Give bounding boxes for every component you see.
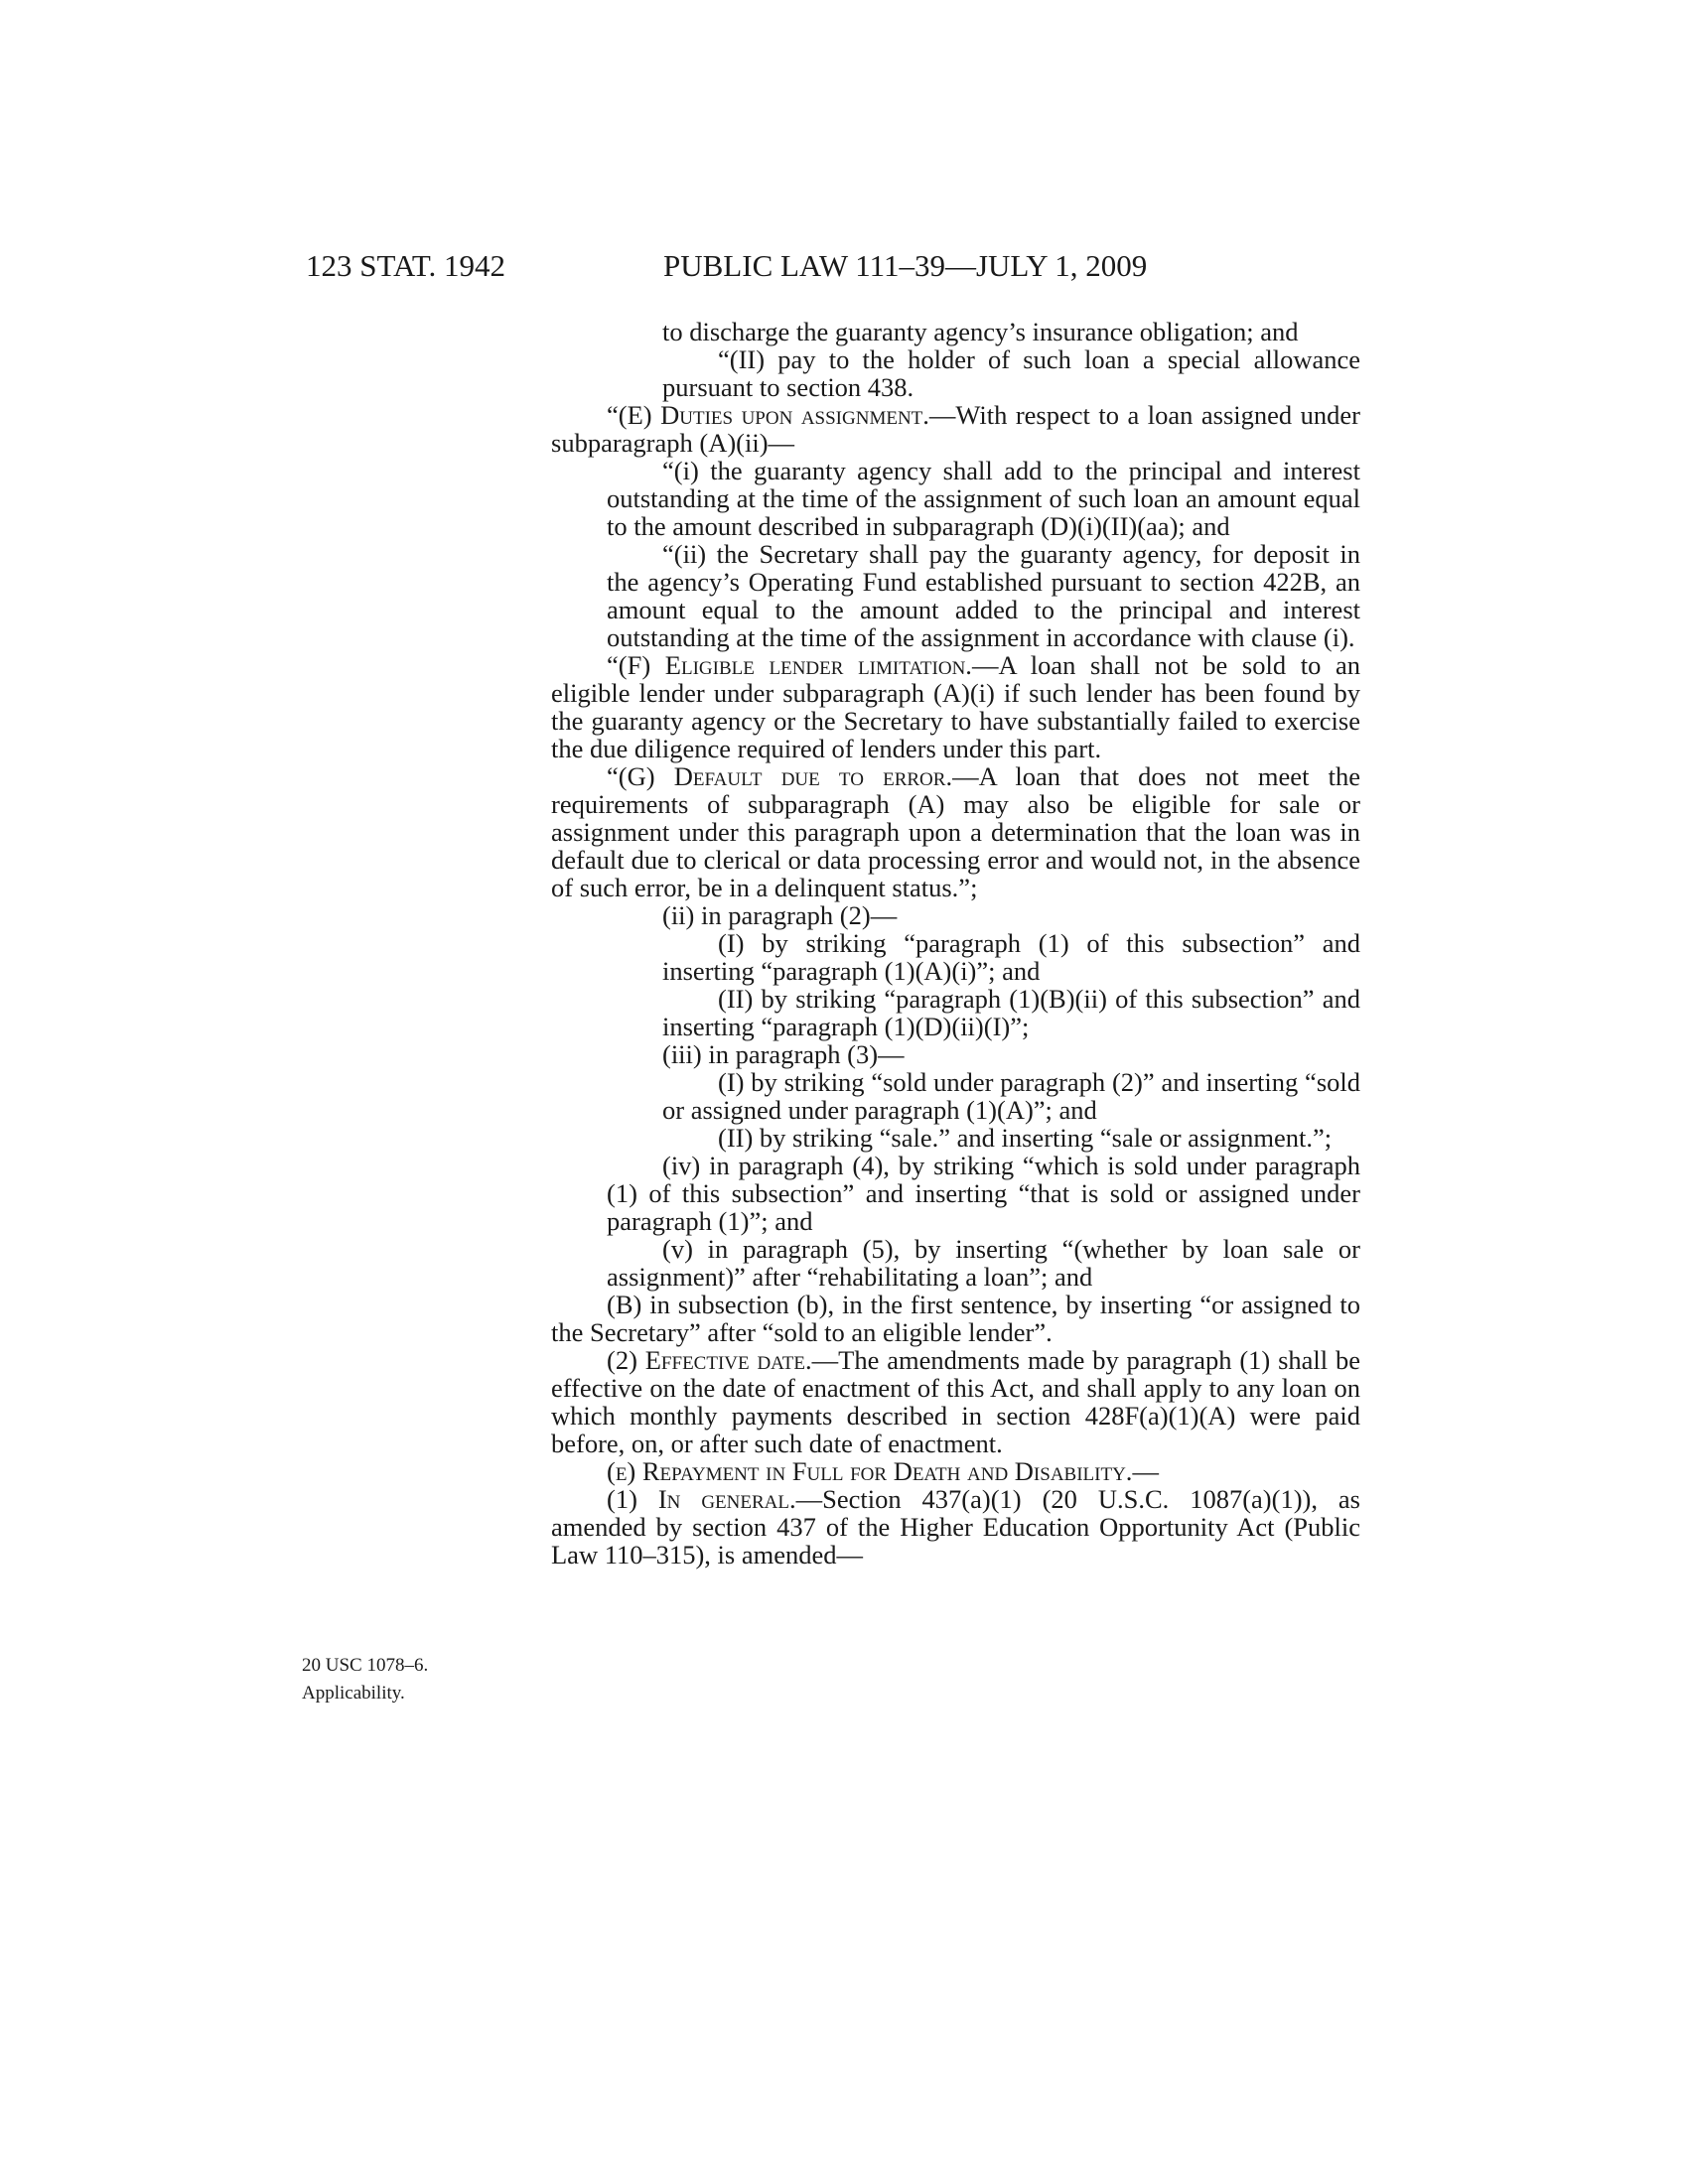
margin-note-citation: 20 USC 1078–6. [302,1655,429,1676]
paragraph: (iv) in paragraph (4), by striking “which is sold under paragraph (1) of this subsection” and inserting “that is sold or assigned under paragraph (1)”; and [607,1151,1360,1236]
paragraph: (ii) in paragraph (2)— [662,900,898,930]
paragraph: “(G) Default due to error.—A loan that does not meet the requirements of subparagraph (A) may also be eligible for sale or assignment under this paragraph upon a determination that the loan was in default due to clerical or data processing error and would not, in the absence of such error, be in a delinquent status.”; [551,761,1360,902]
paragraph: (II) by striking “sale.” and inserting “sale or assignment.”; [718,1123,1333,1153]
paragraph: (v) in paragraph (5), by inserting “(whether by loan sale or assignment)” after “rehabilitating a loan”; and [607,1234,1360,1292]
section-heading: (1) In general. [607,1484,796,1514]
stat-reference: 123 STAT. 1942 [306,248,506,283]
paragraph: “(ii) the Secretary shall pay the guaranty agency, for deposit in the agency’s Operating Fund established pursuant to section 422B, an amount equal to the amount added to the principal and interest outstanding at the time of the assignment in accordance with clause (i). [607,539,1360,652]
paragraph: “(II) pay to the holder of such loan a special allowance pursuant to section 438. [662,344,1360,402]
section-heading: “(E) Duties upon assignment. [607,400,929,430]
paragraph: (I) by striking “paragraph (1) of this subsection” and inserting “paragraph (1)(A)(i)”; and [662,928,1360,986]
paragraph: (I) by striking “sold under paragraph (2)” and inserting “sold or assigned under paragraph (1)(A)”; and [662,1067,1360,1125]
section-heading: “(F) Eligible lender limitation. [607,650,972,680]
paragraph: “(i) the guaranty agency shall add to the principal and interest outstanding at the time of the assignment of such loan an amount equal to the amount described in subparagraph (D)(i)(II)(aa); and [607,456,1360,541]
section-heading: “(G) Default due to error. [607,761,953,791]
section-heading: (e) Repayment in Full for Death and Disability. [607,1456,1133,1486]
paragraph: (e) Repayment in Full for Death and Disability.— [607,1456,1159,1486]
paragraph: (II) by striking “paragraph (1)(B)(ii) of this subsection” and inserting “paragraph (1)(D)(ii)(I)”; [662,984,1360,1041]
paragraph: to discharge the guaranty agency’s insurance obligation; and [662,317,1299,346]
margin-note-label: Applicability. [302,1683,405,1704]
margin-note [302,1652,428,1707]
paragraph: “(E) Duties upon assignment.—With respect to a loan assigned under subparagraph (A)(ii)— [551,400,1361,458]
paragraph: (iii) in paragraph (3)— [662,1039,905,1069]
statute-body [551,318,1360,1569]
paragraph: “(F) Eligible lender limitation.—A loan shall not be sold to an eligible lender under subparagraph (A)(i) if such lender has been found by the guaranty agency or the Secretary to have substantially failed to exercise the due diligence required of lenders under this part. [551,650,1360,763]
paragraph: (2) Effective date.—The amendments made by paragraph (1) shall be effective on the date of enactment of this Act, and shall apply to any loan on which monthly payments described in section 428F(a)(1)(A) were paid before, on, or after such date of enactment. [551,1345,1361,1458]
paragraph: (1) In general.—Section 437(a)(1) (20 U.S.C. 1087(a)(1)), as amended by section 437 of the Higher Education Opportunity Act (Public Law 110–315), is amended— [551,1484,1360,1570]
paragraph: (B) in subsection (b), in the first sentence, by inserting “or assigned to the Secretary” after “sold to an eligible lender”. [551,1290,1360,1347]
running-head: PUBLIC LAW 111–39—JULY 1, 2009 [663,248,1148,283]
section-heading: (2) Effective date. [607,1345,812,1375]
